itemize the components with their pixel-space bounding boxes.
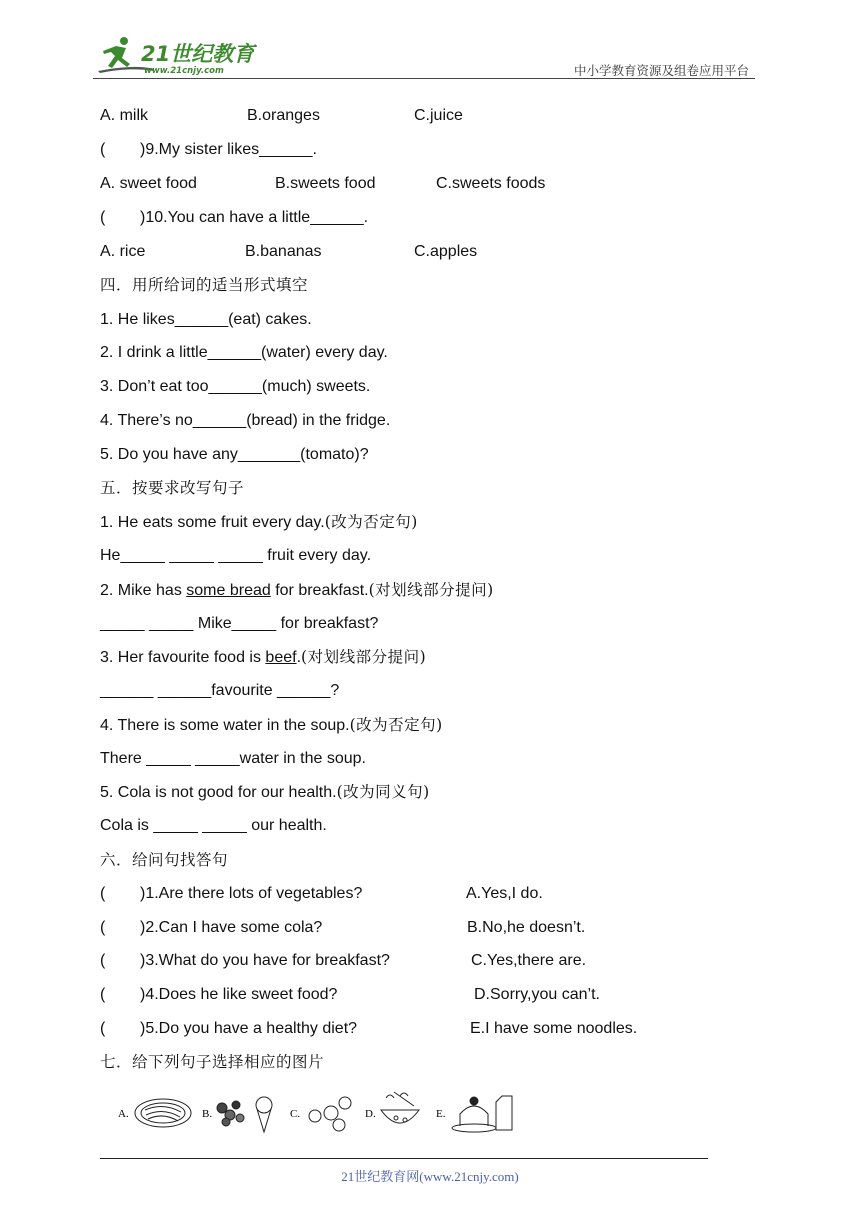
footer-text: 21世纪教育网(www.21cnjy.com) [341,1169,519,1184]
sentence: 1. He eats some fruit every day. [100,514,325,531]
rewrite-item-2 [100,580,494,601]
list-item: 1. He likes______(eat) cakes. [100,311,312,328]
instruction: (对划线部分提问) [368,581,494,599]
sentence: 3. Her favourite food is [100,649,266,666]
sentence: for breakfast. [270,582,369,599]
match-answer: D.Sorry,you can’t. [474,986,600,1003]
section-7-title: 七．给下列句子选择相应的图片 [100,1053,325,1071]
match-question: )2.Can I have some cola? [140,919,323,936]
option: A. sweet food [100,175,197,192]
answer-line: _____ _____ Mike_____ for breakfast? [100,615,379,632]
instruction: (对划线部分提问) [301,648,427,666]
answer-paren: ( [100,885,106,902]
option: C.apples [414,243,478,260]
option: A. rice [100,243,146,260]
sentence: . [296,649,302,666]
match-answer: B.No,he doesn’t. [467,919,586,936]
sentence: 4. There is some water in the soup. [100,717,350,734]
rewrite-item-3 [100,647,426,668]
rewrite-item-1 [100,512,418,533]
footer-divider [100,1158,708,1159]
answer-paren: ( [100,209,106,226]
sweets-icecream-icon [217,1097,272,1132]
instruction: (改为否定句) [349,716,443,734]
rewrite-item-5 [100,782,430,803]
option: C.sweets foods [436,175,546,192]
match-question: )4.Does he like sweet food? [140,986,338,1003]
answer-paren: ( [100,919,106,936]
rewrite-item-4 [100,715,443,736]
question-text: )10.You can have a little______. [140,209,369,226]
option: B.bananas [245,243,322,260]
option: B.sweets food [275,175,376,192]
match-question: )1.Are there lots of vegetables? [140,885,363,902]
section-4-title: 四．用所给词的适当形式填空 [100,276,309,294]
sentence: 5. Cola is not good for our health. [100,784,337,801]
oranges-icon [309,1097,351,1131]
answer-paren: ( [100,141,106,158]
answer-paren: ( [100,952,106,969]
list-item: 5. Do you have any_______(tomato)? [100,446,369,463]
header-divider [93,78,755,79]
answer-line: ______ ______favourite ______? [100,682,340,699]
list-item: 3. Don’t eat too______(much) sweets. [100,378,371,395]
site-logo [94,36,264,78]
match-question: )3.What do you have for breakfast? [140,952,390,969]
match-question: )5.Do you have a healthy diet? [140,1020,358,1037]
instruction: (改为同义句) [336,783,430,801]
noodles-plate-icon [135,1099,191,1127]
question-text: )9.My sister likes______. [140,141,317,158]
list-item: 2. I drink a little______(water) every day. [100,344,388,361]
answer-line: Cola is _____ _____ our health. [100,817,327,834]
match-answer: E.I have some noodles. [470,1020,638,1037]
pic-label: D. [365,1108,376,1120]
pic-label: C. [290,1108,301,1120]
food-pictures [118,1088,518,1138]
noodle-bowl-icon [381,1092,419,1123]
underlined-phrase: some bread [186,582,271,599]
match-answer: A.Yes,I do. [466,885,543,902]
sentence: 2. Mike has [100,582,187,599]
platform-title: 中小学教育资源及组卷应用平台 [574,63,750,78]
answer-line: There _____ _____water in the soup. [100,750,366,767]
option: B.oranges [247,107,320,124]
option: C.juice [414,107,463,124]
pic-label: A. [118,1108,129,1120]
section-5-title: 五．按要求改写句子 [100,479,245,497]
instruction: (改为否定句) [324,513,418,531]
logo-text: 21世纪教育 [141,42,255,66]
answer-paren: ( [100,1020,106,1037]
logo-url: www.21cnjy.com [144,66,224,76]
pic-label: E. [436,1108,446,1120]
answer-line: He_____ _____ _____ fruit every day. [100,547,372,564]
underlined-phrase: beef [265,649,297,666]
list-item: 4. There’s no______(bread) in the fridge. [100,412,391,429]
pic-label: B. [202,1108,213,1120]
section-6-title: 六．给问句找答句 [100,851,229,869]
cake-milk-icon [452,1096,512,1132]
match-answer: C.Yes,there are. [471,952,587,969]
answer-paren: ( [100,986,106,1003]
option: A. milk [100,107,148,124]
